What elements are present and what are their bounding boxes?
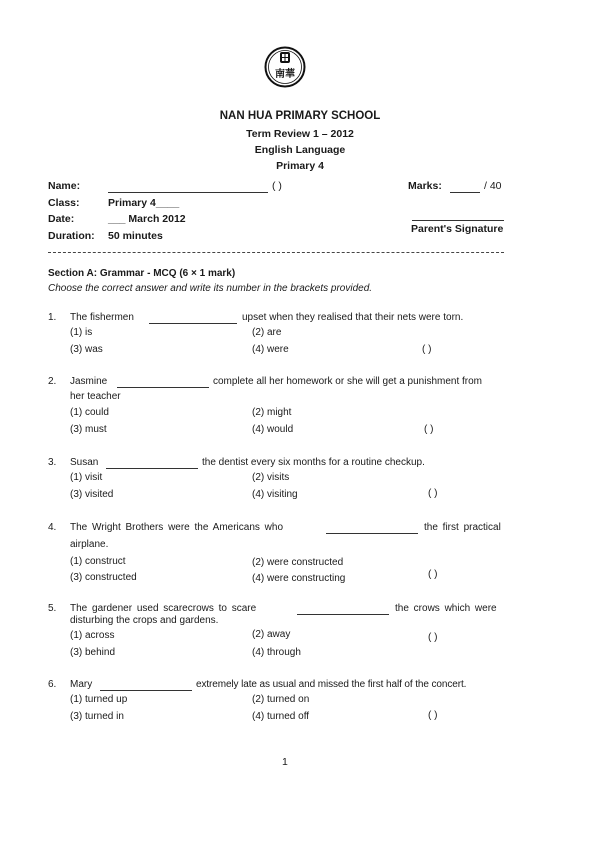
answer-blank[interactable] [326,533,418,534]
answer-blank[interactable] [117,387,209,388]
option-2: (2) were constructed [252,557,344,568]
divider [48,252,504,253]
question-text-start: Jasmine [70,376,108,387]
question-text-start: The gardener used scarecrows to scare [70,603,257,614]
option-1: (1) across [70,630,115,641]
option-1: (1) is [70,327,93,338]
question-number: 4. [48,522,57,533]
class-label: Class: [48,197,80,209]
option-2: (2) might [252,407,292,418]
question-number: 3. [48,457,57,468]
answer-bracket[interactable]: ( ) [428,569,438,580]
marks-total: / 40 [484,180,502,192]
question-text-start: Mary [70,679,93,690]
date-label: Date: [48,213,75,225]
school-name: NAN HUA PRIMARY SCHOOL [219,110,381,122]
answer-blank[interactable] [100,690,192,691]
answer-bracket[interactable]: ( ) [424,424,434,435]
school-logo-icon [264,46,306,88]
answer-bracket[interactable]: ( ) [428,488,438,499]
question-text-start: The fishermen [70,312,134,323]
question-text-start: Susan [70,457,99,468]
question-text-start: The Wright Brothers were the Americans who [70,522,284,533]
signature-line[interactable] [412,220,504,221]
answer-blank[interactable] [106,468,198,469]
question-number: 6. [48,679,57,690]
option-1: (1) could [70,407,109,418]
svg-text:南華: 南華 [275,69,295,80]
term-title: Term Review 1 – 2012 [246,128,354,140]
question-text-line2: disturbing the crops and gardens. [70,615,219,626]
option-4: (4) visiting [252,489,298,500]
duration-label: Duration: [48,230,95,242]
question-text-end: the dentist every six months for a routine checkup. [202,457,425,468]
question-text-end: the crows which were [395,603,497,614]
answer-bracket[interactable]: ( ) [422,344,432,355]
question-text-end: upset when they realised that their nets were torn. [242,312,464,323]
option-2: (2) visits [252,472,290,483]
option-3: (3) was [70,344,103,355]
option-3: (3) behind [70,647,116,658]
page-number: 1 [282,756,288,768]
option-2: (2) are [252,327,282,338]
date-value: ___ March 2012 [108,213,186,225]
answer-bracket[interactable]: ( ) [428,632,438,643]
answer-blank[interactable] [297,614,389,615]
question-text-line2: airplane. [70,539,109,550]
question-number: 5. [48,603,57,614]
option-3: (3) must [70,424,107,435]
option-1: (1) construct [70,556,126,567]
option-4: (4) were [252,344,289,355]
question-text-end: the first practical [424,522,501,533]
question-number: 1. [48,312,57,323]
marks-label: Marks: [408,180,442,192]
option-2: (2) turned on [252,694,310,705]
option-4: (4) through [252,647,301,658]
option-4: (4) turned off [252,711,310,722]
option-3: (3) visited [70,489,114,500]
answer-blank[interactable] [149,323,237,324]
marks-field[interactable] [450,192,480,193]
duration-value: 50 minutes [108,230,163,242]
section-instruction: Choose the correct answer and write its number in the brackets provided. [48,283,373,294]
register-number-brackets: ( ) [272,180,282,192]
name-field[interactable] [108,192,268,193]
answer-bracket[interactable]: ( ) [428,710,438,721]
option-4: (4) would [252,424,294,435]
question-text-end: extremely late as usual and missed the first half of the concert. [196,679,467,690]
option-1: (1) turned up [70,694,128,705]
question-number: 2. [48,376,57,387]
section-title: Section A: Grammar - MCQ (6 × 1 mark) [48,268,236,279]
option-4: (4) were constructing [252,573,346,584]
option-2: (2) away [252,629,291,640]
class-value: Primary 4____ [108,197,180,209]
subject-title: English Language [254,144,346,156]
option-3: (3) constructed [70,572,137,583]
parent-signature-label: Parent's Signature [411,223,504,235]
question-text-end: complete all her homework or she will get a punishment from [213,376,483,387]
question-text-line2: her teacher [70,391,121,402]
name-label: Name: [48,180,81,192]
option-1: (1) visit [70,472,103,483]
option-3: (3) turned in [70,711,124,722]
level-title: Primary 4 [276,160,324,172]
